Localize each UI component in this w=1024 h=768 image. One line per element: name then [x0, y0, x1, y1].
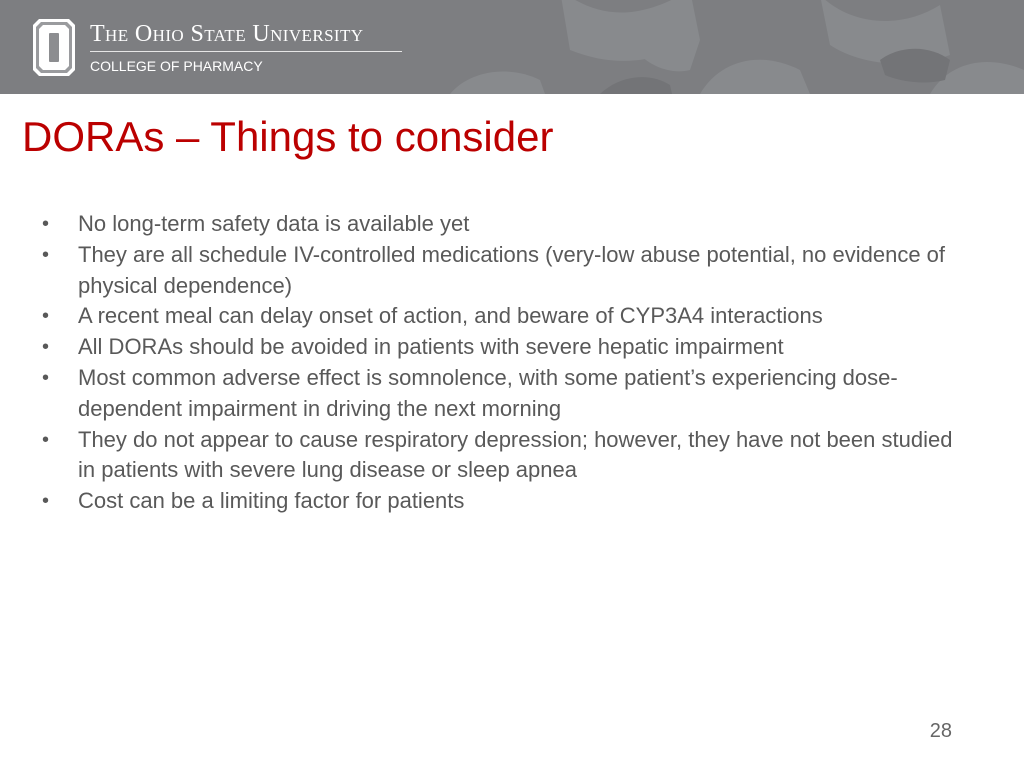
- bullet-dot-icon: •: [42, 428, 50, 451]
- bullet-dot-icon: •: [42, 243, 50, 266]
- block-o-logo-icon: [33, 19, 75, 76]
- bullet-item: [42, 425, 972, 487]
- bullet-item: [42, 301, 972, 332]
- slide-title: DORAs – Things to consider: [22, 113, 554, 160]
- bullet-text: They do not appear to cause respiratory depression; however, they have not been studied in patients with severe lung disease or sleep apnea: [78, 426, 953, 483]
- bullet-dot-icon: •: [42, 213, 50, 235]
- bullet-item: [42, 332, 972, 363]
- bullet-text: No long-term safety data is available yet: [78, 211, 470, 236]
- bullet-text: All DORAs should be avoided in patients with severe hepatic impairment: [78, 334, 784, 360]
- bullet-item: [42, 486, 972, 517]
- bullet-item: [42, 240, 972, 302]
- header-band: [0, 0, 1024, 94]
- bullet-dot-icon: •: [42, 305, 50, 328]
- bullet-text: Most common adverse effect is somnolence, with some patient’s experiencing dose-dependent impairment in driving the next morning: [78, 364, 898, 421]
- bullet-text: They are all schedule IV-controlled medications (very-low abuse potential, no evidence of physical dependence): [78, 241, 946, 298]
- header-divider: [90, 51, 402, 52]
- bullet-text: Cost can be a limiting factor for patients: [78, 488, 465, 514]
- bullet-dot-icon: •: [42, 336, 50, 359]
- college-name: COLLEGE OF PHARMACY: [90, 58, 263, 74]
- bullet-list: [42, 209, 972, 517]
- university-name: The Ohio State University: [90, 21, 364, 47]
- bullet-text: A recent meal can delay onset of action, and beware of CYP3A4 interactions: [78, 303, 823, 329]
- bullet-dot-icon: •: [42, 490, 50, 513]
- bullet-dot-icon: •: [42, 366, 50, 389]
- bullet-item: [42, 363, 972, 425]
- bullet-item: [42, 209, 972, 240]
- page-number: 28: [929, 720, 952, 742]
